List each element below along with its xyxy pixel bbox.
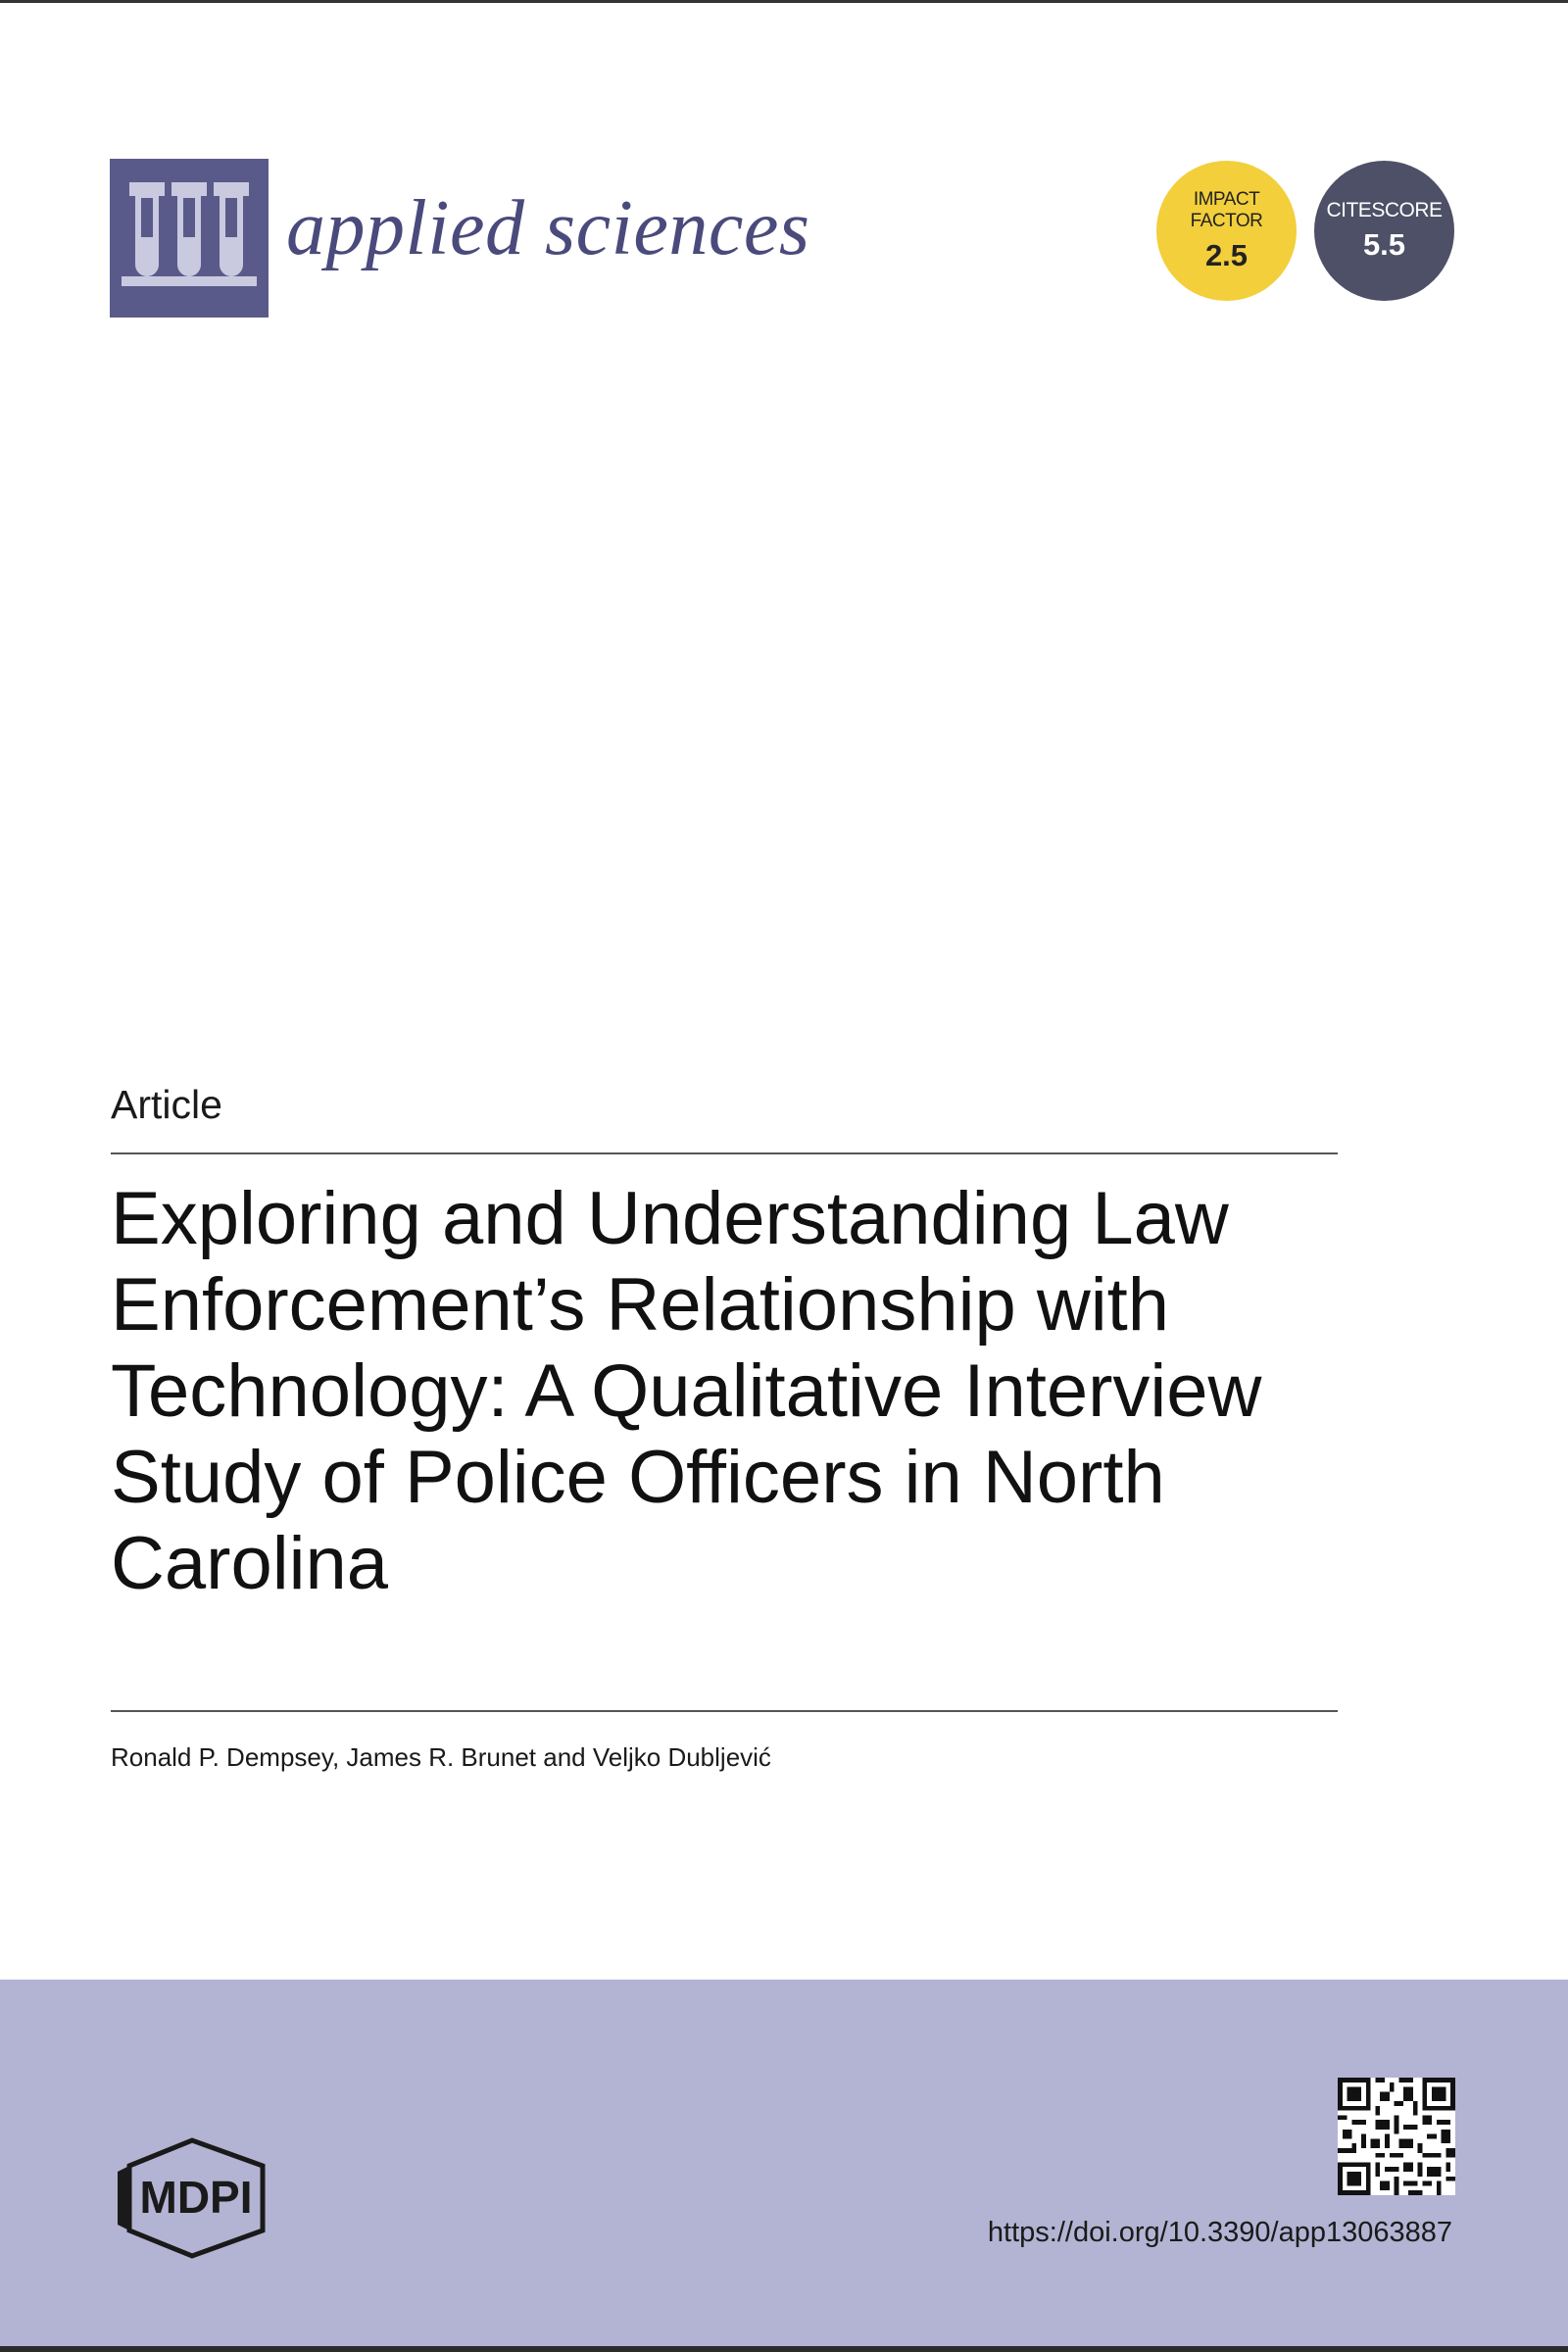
- author-list: Ronald P. Dempsey, James R. Brunet and Veljko Dubljević: [111, 1742, 771, 1772]
- title-divider-bottom: [111, 1710, 1338, 1712]
- test-tubes-icon: [110, 159, 269, 318]
- doi-link[interactable]: https://doi.org/10.3390/app13063887: [987, 2217, 1452, 2248]
- mdpi-logo: [106, 2136, 292, 2259]
- qr-code-icon[interactable]: [1338, 2078, 1455, 2195]
- citescore-value: 5.5: [1362, 226, 1406, 262]
- impact-factor-label: IMPACT FACTOR: [1190, 188, 1263, 231]
- impact-factor-value: 2.5: [1204, 237, 1249, 272]
- citescore-label: CITESCORE: [1326, 198, 1443, 221]
- bottom-border: [0, 2346, 1568, 2352]
- title-divider-top: [111, 1152, 1338, 1154]
- citescore-badge[interactable]: [1314, 161, 1454, 301]
- top-border: [0, 0, 1568, 3]
- article-title: Exploring and Understanding Law Enforcement’s Relationship with Technology: A Qualitative Interview Study of Police Officers in North Carolina: [111, 1177, 1262, 1605]
- journal-name: applied sciences: [286, 185, 810, 271]
- impact-factor-badge[interactable]: [1156, 161, 1297, 301]
- mdpi-logo-text: MDPI: [139, 2172, 253, 2223]
- article-type: Article: [111, 1082, 222, 1127]
